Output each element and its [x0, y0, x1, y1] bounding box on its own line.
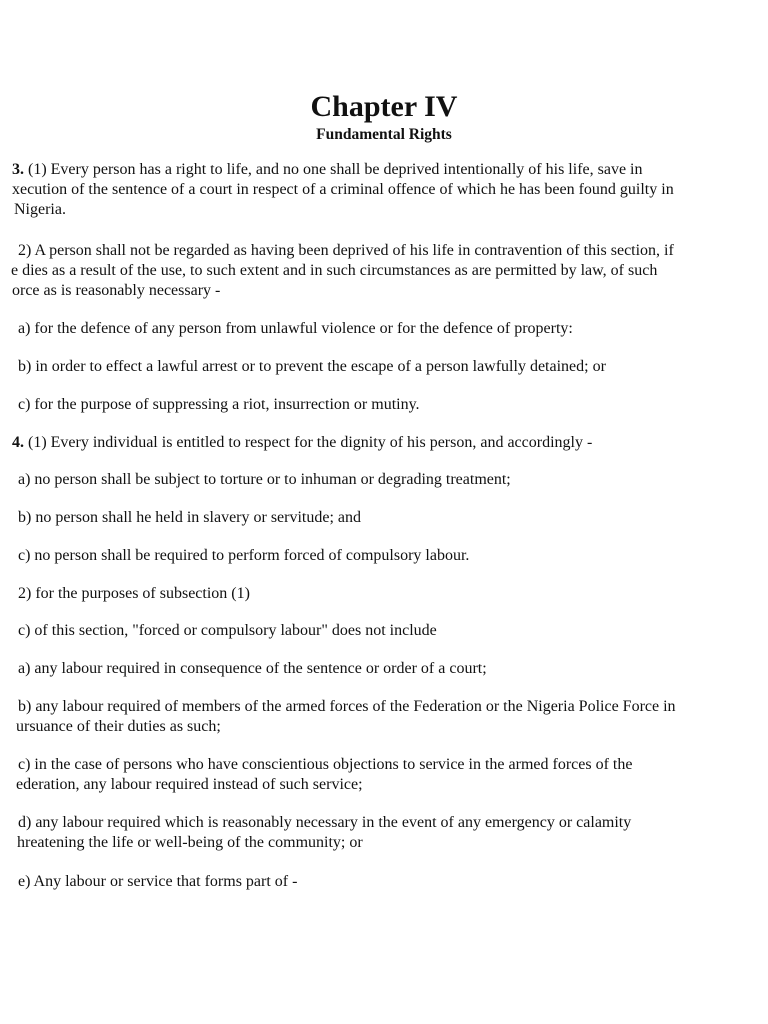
text-line: xecution of the sentence of a court in respect of a criminal offence of which he has been found guilty in [12, 181, 674, 198]
clause-paragraph [18, 659, 763, 679]
text-line: a) no person shall be subject to torture or to inhuman or degrading treatment; [18, 471, 511, 488]
clause-paragraph [18, 584, 763, 604]
section-4-subsection-1 [12, 433, 763, 453]
text-line: e dies as a result of the use, to such extent and in such circumstances as are permitted by law, of such [11, 262, 658, 279]
text-line: hreatening the life or well-being of the community; or [17, 834, 363, 851]
text-line: a) for the defence of any person from unlawful violence or for the defence of property: [18, 320, 573, 337]
clause-paragraph [18, 470, 763, 490]
clause-paragraph [18, 508, 763, 528]
text-line: b) no person shall he held in slavery or servitude; and [18, 509, 362, 526]
clause-paragraph [18, 813, 763, 853]
text-line: 2) for the purposes of subsection (1) [18, 585, 250, 602]
text-line: ursuance of their duties as such; [16, 718, 221, 735]
clause-paragraph [18, 319, 763, 339]
text-line: 2) A person shall not be regarded as having been deprived of his life in contravention of this section, if [18, 242, 674, 259]
text-line: ederation, any labour required instead of such service; [16, 776, 363, 793]
text-line: c) in the case of persons who have conscientious objections to service in the armed forces of the [18, 756, 633, 773]
text-line: c) for the purpose of suppressing a riot, insurrection or mutiny. [18, 396, 420, 413]
chapter-subtitle: Fundamental Rights [316, 126, 452, 143]
section-3-subsection-2 [11, 241, 763, 301]
text-line: orce as is reasonably necessary - [12, 282, 221, 299]
clause-paragraph [18, 621, 763, 641]
text-line: b) any labour required of members of the armed forces of the Federation or the Nigeria Police Force in [18, 698, 676, 715]
text-line: c) no person shall be required to perform forced of compulsory labour. [18, 547, 470, 564]
clause-paragraph [18, 395, 763, 415]
text-line: 3. (1) Every person has a right to life, and no one shall be deprived intentionally of his life, save in [12, 161, 643, 178]
clause-paragraph [18, 546, 763, 566]
section-number: 4. [12, 434, 24, 451]
clause-paragraph [18, 755, 763, 795]
section-3-subsection-1 [12, 160, 763, 220]
text-line: b) in order to effect a lawful arrest or to prevent the escape of a person lawfully detained; or [18, 358, 606, 375]
clause-paragraph [18, 872, 763, 892]
text-line: d) any labour required which is reasonably necessary in the event of any emergency or calamity [18, 814, 632, 831]
text-line: Nigeria. [14, 201, 66, 218]
text-line: a) any labour required in consequence of the sentence or order of a court; [18, 660, 487, 677]
chapter-title: Chapter IV [310, 90, 458, 123]
clause-paragraph [18, 697, 763, 737]
clause-paragraph [18, 357, 763, 377]
section-number: 3. [12, 161, 24, 178]
text-line: e) Any labour or service that forms part of - [18, 873, 298, 890]
text-line: 4. (1) Every individual is entitled to respect for the dignity of his person, and accordingly - [12, 434, 593, 451]
text-line: c) of this section, "forced or compulsory labour" does not include [18, 622, 437, 639]
